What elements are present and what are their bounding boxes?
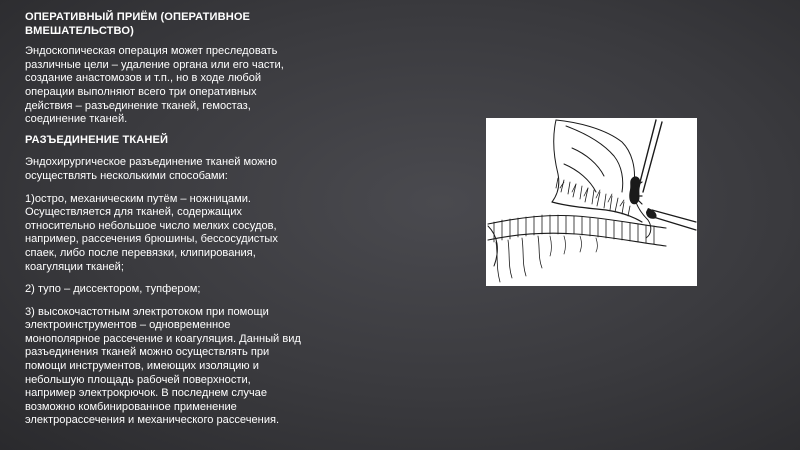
section-intro-paragraph (25, 156, 360, 183)
section-heading: РАЗЪЕДИНЕНИЕ ТКАНЕЙ (25, 133, 169, 146)
method-3-paragraph (25, 306, 360, 428)
title-line: ОПЕРАТИВНЫЙ ПРИЁМ (ОПЕРАТИВНОЕ (25, 11, 251, 23)
method-3-line: 3) высокочастотным электротоком при помощи (25, 305, 269, 318)
intro-line: различные цели – удаление органа или его части, (25, 58, 284, 71)
method-3-line: электроинструментов – одновременное (25, 319, 231, 332)
method-3-line: электрорассечения и механического рассечения. (25, 414, 280, 427)
method-3-line: монополярное рассечение и коагуляция. Данный вид (25, 332, 301, 345)
intro-line: соединение тканей. (25, 113, 128, 126)
method-3-line: возможно комбинированное применение (25, 400, 237, 413)
intro-line: операции выполняют всего три оперативных (25, 85, 257, 98)
intro-line: Эндоскопическая операция может преследовать (25, 45, 278, 58)
method-1-line: например, рассечения брюшины, бессосудистых (25, 233, 278, 246)
method-3-line: разъединения тканей можно осуществлять при (25, 346, 270, 359)
method-1-line: спаек, либо после перевязки, клипирования, (25, 246, 256, 259)
method-1-line: относительно небольшое число мелких сосудов, (25, 219, 277, 232)
method-1-line: коагуляции тканей; (25, 260, 124, 273)
method-2-line: 2) тупо – диссектором, тупфером; (25, 283, 201, 296)
title-line: ВМЕШАТЕЛЬСТВО) (25, 24, 134, 37)
text-column (25, 11, 360, 428)
method-3-line: небольшую площадь рабочей поверхности, (25, 373, 251, 386)
section-intro-line: осуществлять несколькими способами: (25, 169, 228, 182)
method-3-line: например электрокрючок. В последнем случае (25, 387, 268, 400)
method-2-paragraph (25, 283, 360, 297)
intro-paragraph (25, 45, 360, 127)
section-intro-line: Эндохирургическое разъединение тканей можно (25, 156, 277, 169)
intro-line: действия – разъединение тканей, гемостаз, (25, 99, 251, 112)
method-3-line: помощи инструментов, имеющих изоляцию и (25, 360, 259, 373)
intro-line: создание анастомозов и т.п., но в ходе любой (25, 72, 262, 85)
method-1-paragraph (25, 193, 360, 275)
method-1-line: 1)остро, механическим путём – ножницами. (25, 192, 252, 205)
surgical-illustration (486, 118, 697, 286)
method-1-line: Осуществляется для тканей, содержащих (25, 206, 242, 219)
surgical-illustration-icon (486, 118, 697, 286)
slide-title (25, 11, 360, 38)
